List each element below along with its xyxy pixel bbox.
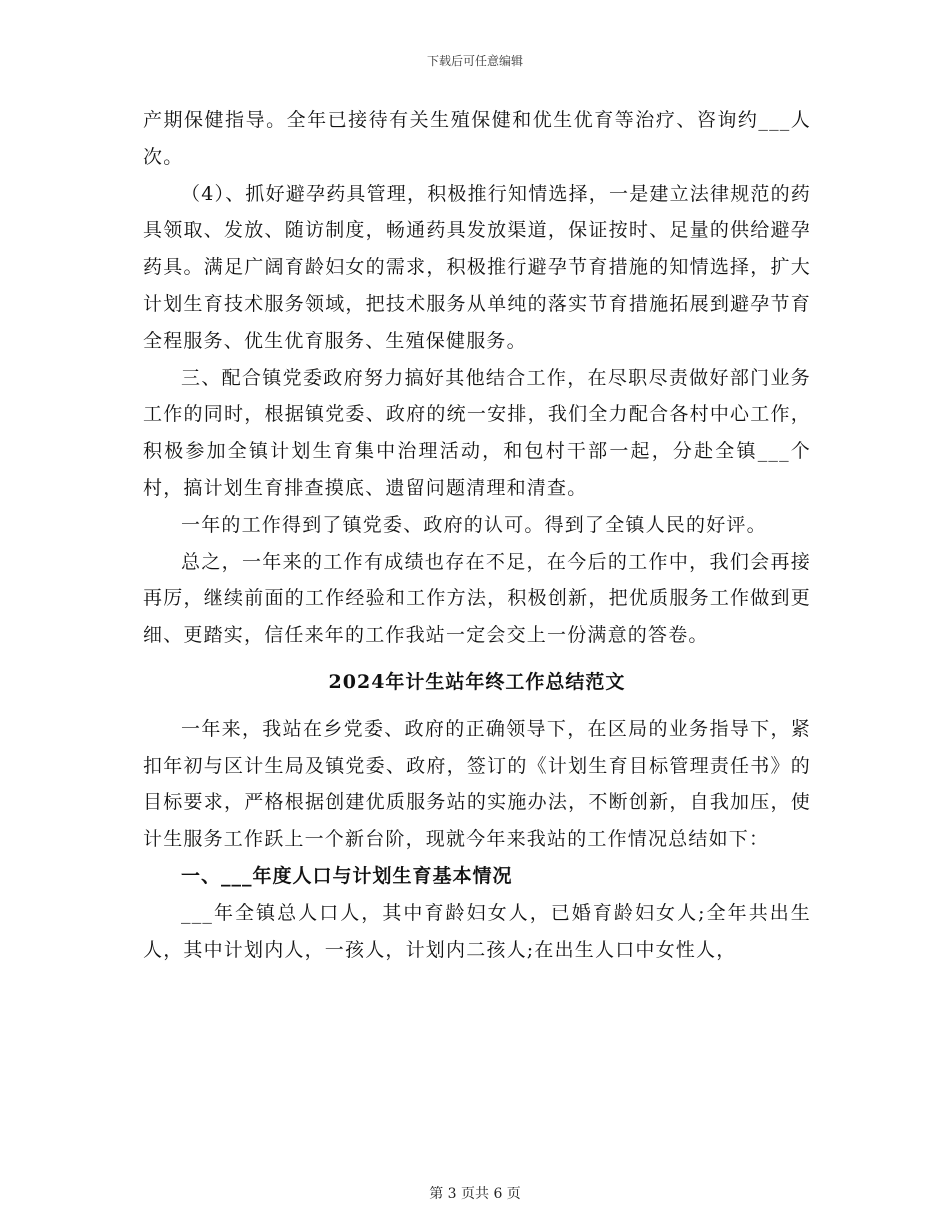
page-number: 第 3 页共 6 页 — [429, 1186, 521, 1202]
document-title: 2024年计生站年终工作总结范文 — [328, 670, 626, 693]
section-heading: 一、___年度人口与计划生育基本情况 — [181, 864, 513, 887]
document-body — [143, 102, 811, 968]
paragraph-section1: ___年全镇总人口人，其中育龄妇女人，已婚育龄妇女人;全年共出生人，其中计划内人，一孩人，计划内二孩人;在出生人口中女性人， — [143, 901, 811, 961]
paragraph-recognition: 一年的工作得到了镇党委、政府的认可。得到了全镇人民的好评。 — [181, 513, 767, 536]
paragraph-intro: 一年来，我站在乡党委、政府的正确领导下，在区局的业务指导下，紧扣年初与区计生局及镇党委、政府，签订的《计划生育目标管理责任书》的目标要求，严格根据创建优质服务站的实施办法，不断创新，自我加压，使计生服务工作跃上一个新台阶，现就今年来我站的工作情况总结如下： — [143, 717, 811, 851]
paragraph-continuation: 产期保健指导。全年已接待有关生殖保健和优生优育等治疗、咨询约___人次。 — [143, 109, 811, 168]
paragraph-cooperation: 三、配合镇党委政府努力搞好其他结合工作，在尽职尽责做好部门业务工作的同时，根据镇党委、政府的统一安排，我们全力配合各村中心工作，积极参加全镇计划生育集中治理活动，和包村干部一起，分赴全镇___个村，搞计划生育排查摸底、遗留问题清理和清查。 — [143, 366, 811, 499]
paragraph-conclusion: 总之，一年来的工作有成绩也存在不足，在今后的工作中，我们会再接再厉，继续前面的工作经验和工作方法，积极创新，把优质服务工作做到更细、更踏实，信任来年的工作我站一定会交上一份满意的答卷。 — [143, 550, 811, 647]
paragraph-contraceptive-management: （4）、抓好避孕药具管理，积极推行知情选择，一是建立法律规范的药具领取、发放、随访制度，畅通药具发放渠道，保证按时、足量的供给避孕药具。满足广阔育龄妇女的需求，积极推行避孕节育措施的知情选择，扩大计划生育技术服务领域，把技术服务从单纯的落实节育措施拓展到避孕节育全程服务、优生优育服务、生殖保健服务。 — [143, 182, 811, 352]
header-note: 下载后可任意编辑 — [426, 54, 523, 68]
